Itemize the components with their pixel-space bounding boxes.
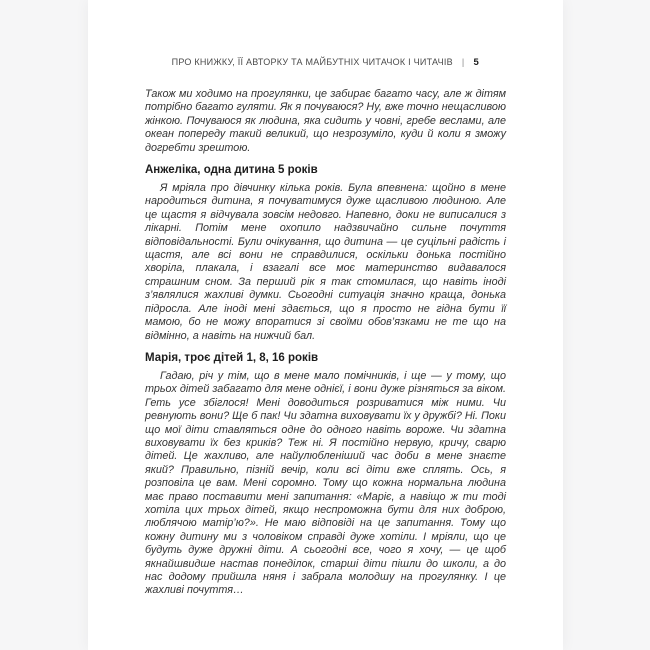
paragraph-maria-quote: Гадаю, річ у тім, що в мене мало помічників, і ще — у тому, що трьох дітей забагато для мене однієї, і вони дуже різняться за віком. Геть усе збіглося! Мені доводиться розриватися між ними. Чи ревнують вони? Ще б пак! Чи здатна виховувати їх у дружбі? Ні. Поки що мої діти ставляться одне до одного навіть вороже. Чи здатна виховувати їх без криків? Теж ні. Я постійно нервую, кричу, сварю дітей. Це жахливо, але найулюбленіший час доби в мене знаєте який? Правильно, пізній вечір, коли всі діти вже сплять. Ось, я розповіла це вам. Мені соромно. Тому що кожна нормальна людина має право поставити мені запитання: «Маріє, а навіщо ж ти тоді хотіла цих трьох дітей, якщо неспроможна бути для них доброю, люблячою матір’ю?». Не маю відповіді на це запитання. Тому що кожну дитину ми з чоловіком справді дуже хотіли. І мріяли, що це будуть дуже дружні діти. А сьогодні все, чого я хочу, — це щоб якнайшвидше настав понеділок, старші діти пішли до школи, а до нас додому прийшла няня і забрала молодшу на прогулянку. І це жахливі почуття…: [145, 369, 506, 597]
running-header: [145, 57, 479, 68]
book-page: [88, 0, 563, 650]
page-number: 5: [473, 57, 479, 68]
paragraph-continued-quote: Також ми ходимо на прогулянки, це забирає багато часу, але ж дітям потрібно багато гуляти. Як я почуваюся? Ну, вже точно нещасливою жінкою. Почуваюся як людина, яка сидить у човні, гребе веслами, але океан попереду такий великий, що незрозуміло, куди й коли я зможу догребти зрештою.: [145, 88, 506, 154]
section-heading-anzhelika: Анжеліка, одна дитина 5 років: [145, 164, 318, 177]
section-heading-maria: Марія, троє дітей 1, 8, 16 років: [145, 351, 319, 364]
header-separator: |: [461, 57, 465, 67]
text-column: [145, 88, 506, 598]
running-header-title: ПРО КНИЖКУ, ЇЇ АВТОРКУ ТА МАЙБУТНІХ ЧИТАЧОК І ЧИТАЧІВ: [171, 57, 453, 67]
paragraph-anzhelika-quote: Я мріяла про дівчинку кілька років. Була впевнена: щойно в мене народиться дитина, я почуватимуся дуже щасливою людиною. Але це щастя я відчувала зовсім недовго. Напевно, доки не виписалися з лікарні. Потім мене охопило надзвичайно сильне почуття відповідальності. Були очікування, що дитина — це суцільні радість і щастя, але всі вони не справдилися, оскільки донька постійно хворіла, плакала, і взагалі все моє материнство видавалося страшним сном. За перший рік я так стомилася, що навіть іноді з’являлися жахливі думки. Сьогодні ситуація значно краща, донька підросла. Але іноді мені здається, що я просто не гідна бути її мамою, бо не можу впоратися зі своїми обов’язками не те що на відмінно, а навіть на нижчий бал.: [145, 182, 506, 342]
